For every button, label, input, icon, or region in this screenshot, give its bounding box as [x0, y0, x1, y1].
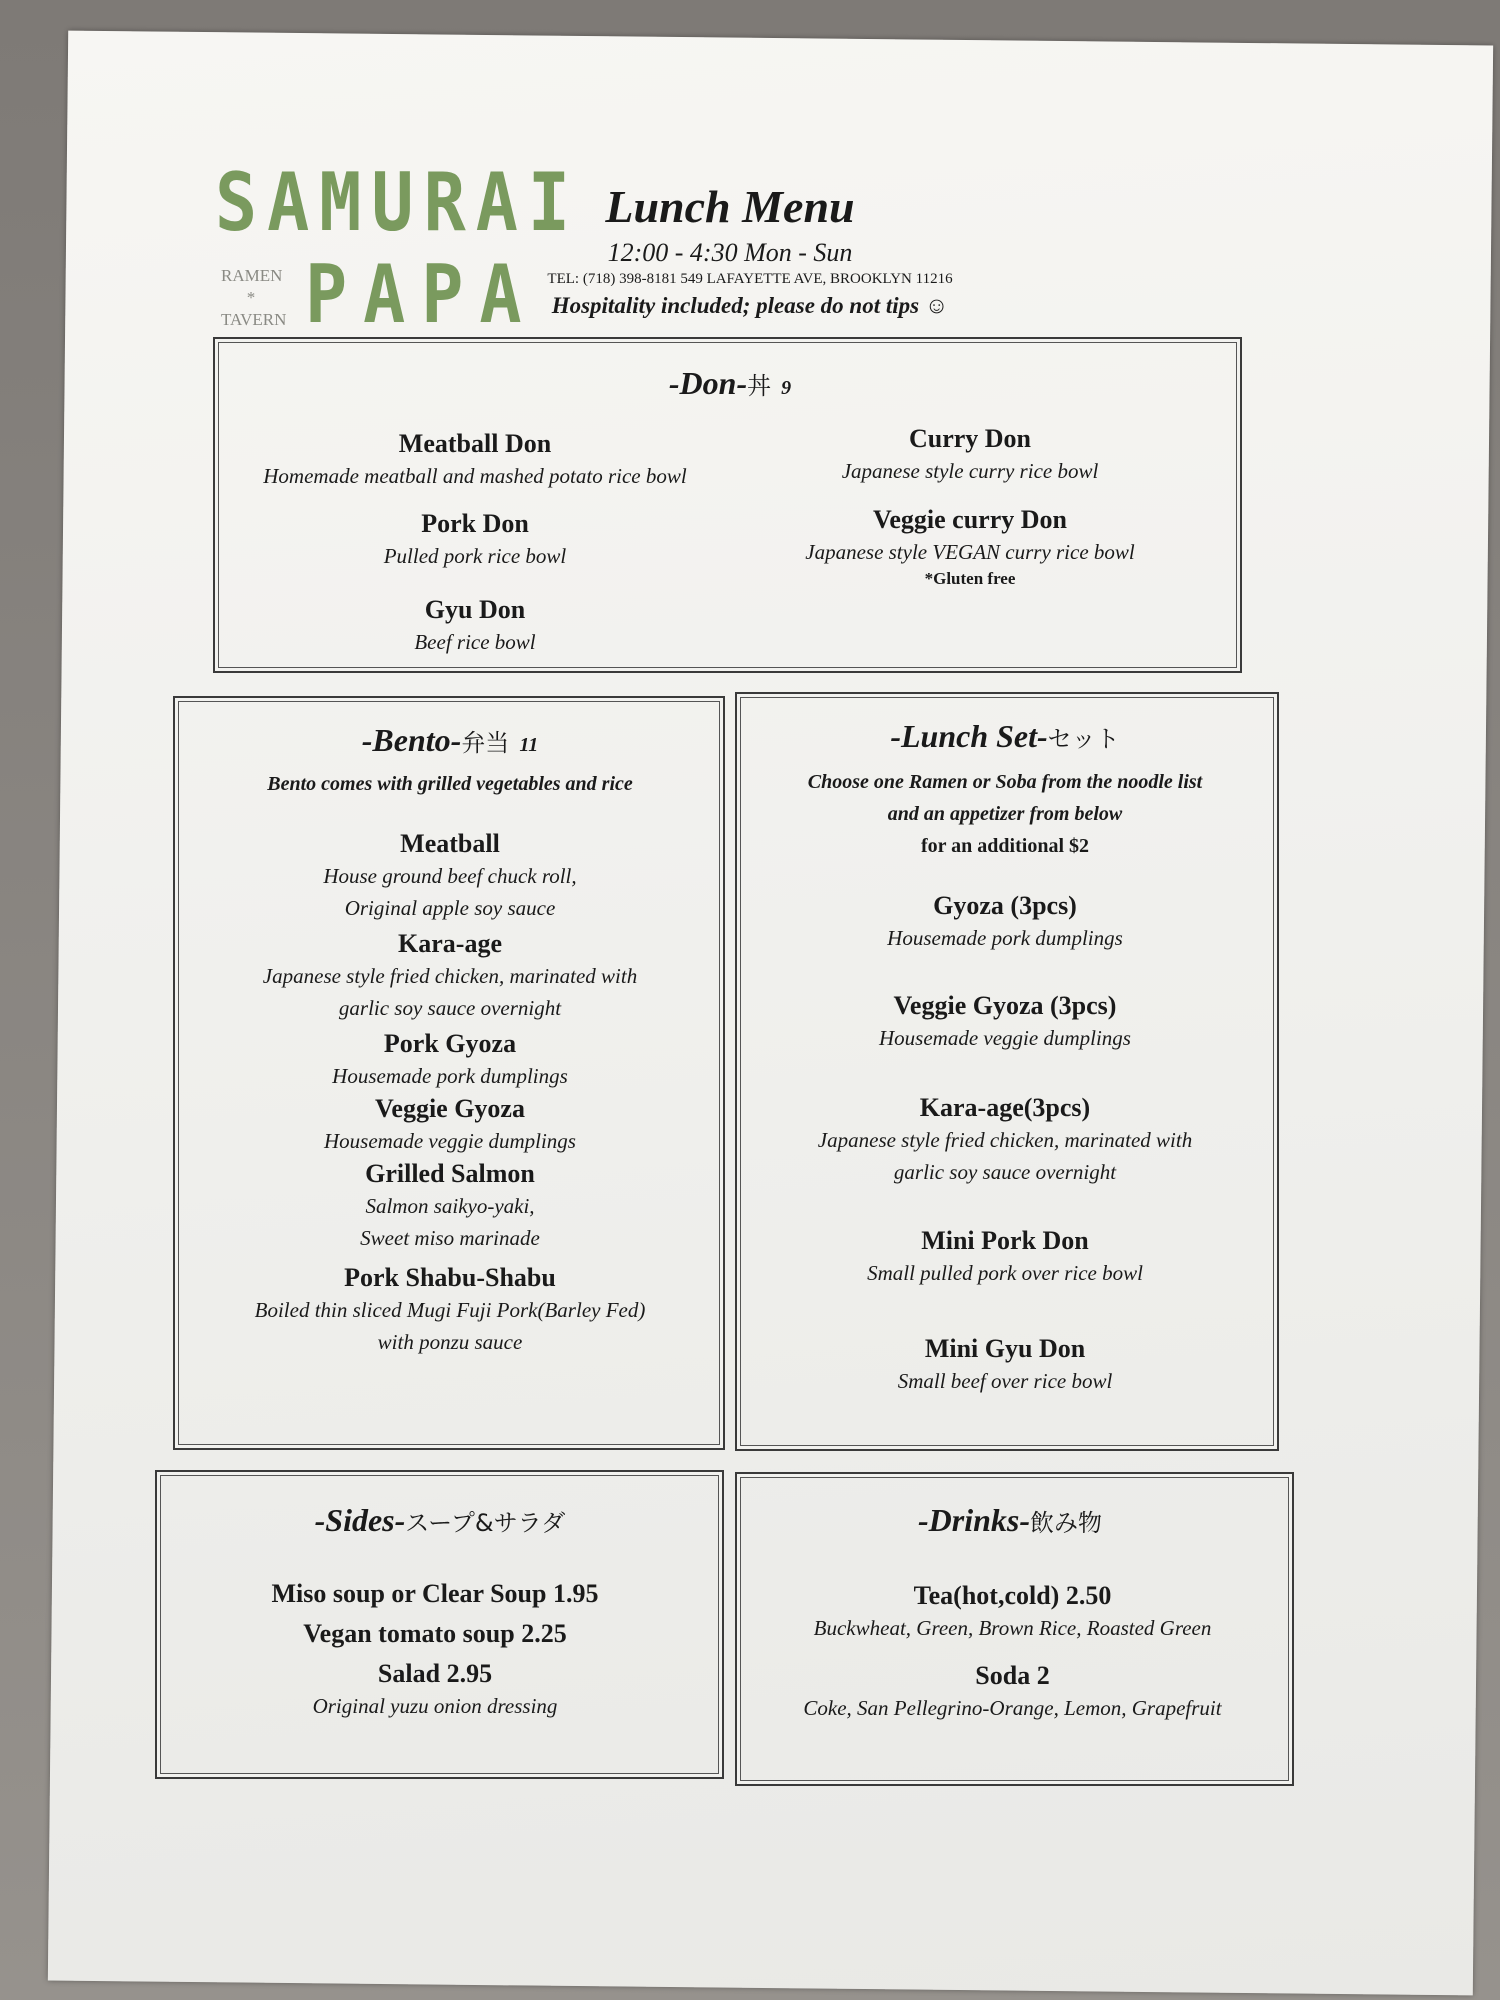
menu-item [760, 423, 1180, 487]
item-desc: Japanese style fried chicken, marinated with [817, 1128, 1193, 1152]
item-desc: Buckwheat, Green, Brown Rice, Roasted Green [813, 1616, 1212, 1640]
menu-item [175, 1658, 695, 1722]
lunch-set-note-line: and an appetizer from below [887, 803, 1123, 825]
item-desc: Japanese style VEGAN curry rice bowl [805, 540, 1135, 564]
lunch-set-note-line: Choose one Ramen or Soba from the noodle list [807, 771, 1203, 793]
item-name: Veggie curry Don [872, 505, 1067, 534]
don-title [560, 365, 900, 402]
item-desc: Small pulled pork over rice bowl [867, 1261, 1143, 1285]
menu-item [230, 508, 720, 572]
sides-title-jp: スープ&サラダ [405, 1509, 566, 1537]
drinks-title-jp: 飲み物 [1030, 1509, 1102, 1537]
item-name: Miso soup or Clear Soup 1.95 [271, 1579, 599, 1608]
lunch-set-title-text: -Lunch Set- [890, 718, 1048, 754]
item-name: Soda 2 [975, 1661, 1050, 1690]
menu-item [755, 1225, 1255, 1289]
logo-papa: PAPA [305, 247, 538, 342]
item-name: Gyoza (3pcs) [933, 891, 1077, 920]
item-name: Salad 2.95 [377, 1659, 493, 1688]
item-name: Meatball [400, 829, 500, 858]
menu-item [200, 1262, 700, 1358]
item-name: Pork Shabu-Shabu [344, 1263, 556, 1292]
item-desc: Housemade pork dumplings [332, 1064, 568, 1088]
bento-note: Bento comes with grilled vegetables and rice [267, 773, 633, 795]
item-desc: garlic soy sauce overnight [893, 1160, 1117, 1184]
don-price: 9 [781, 377, 792, 399]
item-name: Mini Gyu Don [924, 1334, 1086, 1363]
menu-item [200, 1028, 700, 1092]
item-desc: Japanese style fried chicken, marinated with [262, 964, 638, 988]
lunch-set-note-line: for an additional $2 [921, 835, 1089, 857]
drinks-title [760, 1502, 1260, 1539]
item-desc: Original yuzu onion dressing [312, 1694, 558, 1718]
item-name: Veggie Gyoza (3pcs) [893, 991, 1117, 1020]
item-name: Vegan tomato soup 2.25 [303, 1619, 567, 1648]
logo-sub-tavern: TAVERN [221, 310, 287, 329]
item-name: Mini Pork Don [921, 1226, 1089, 1255]
menu-item [200, 1158, 700, 1254]
logo-sub-ramen: RAMEN [221, 266, 283, 285]
item-desc: House ground beef chuck roll, [323, 864, 577, 888]
item-desc: Coke, San Pellegrino-Orange, Lemon, Grapefruit [803, 1696, 1222, 1720]
item-desc: Boiled thin sliced Mugi Fuji Pork(Barley Fed) [254, 1298, 646, 1322]
item-desc: Original apple soy sauce [344, 896, 556, 920]
item-name: Grilled Salmon [365, 1159, 535, 1188]
menu-item [230, 594, 720, 658]
item-desc: Salmon saikyo-yaki, [365, 1194, 535, 1218]
bento-price: 11 [519, 734, 539, 756]
logo-samurai: SAMURAI [215, 155, 581, 250]
hours: 12:00 - 4:30 Mon - Sun [607, 238, 853, 267]
lunch-set-note [755, 766, 1255, 862]
don-title-jp: 丼 [747, 372, 772, 400]
menu-item [755, 1333, 1255, 1397]
menu-item [755, 990, 1255, 1054]
item-desc: with ponzu sauce [377, 1330, 523, 1354]
menu-item [760, 504, 1180, 590]
menu-item [230, 428, 720, 492]
item-desc: Sweet miso marinade [360, 1226, 540, 1250]
bento-title-jp: 弁当 [461, 729, 510, 757]
menu-item [740, 1660, 1285, 1724]
lunch-set-title-jp: セット [1047, 725, 1120, 753]
item-desc: Housemade veggie dumplings [879, 1026, 1131, 1050]
item-desc: Small beef over rice bowl [897, 1369, 1113, 1393]
item-name: Pork Gyoza [383, 1029, 517, 1058]
tips-note: Hospitality included; please do not tips ☺ [551, 293, 949, 318]
drinks-title-text: -Drinks- [917, 1502, 1030, 1538]
item-name: Tea(hot,cold) 2.50 [913, 1581, 1112, 1610]
menu-item [200, 1093, 700, 1157]
item-name: Curry Don [908, 424, 1032, 453]
item-desc: Homemade meatball and mashed potato rice bowl [263, 464, 687, 488]
sides-title-text: -Sides- [314, 1502, 406, 1538]
item-desc: Beef rice bowl [414, 630, 536, 654]
bento-title [210, 722, 690, 759]
item-name: Gyu Don [424, 595, 526, 624]
menu-item [740, 1580, 1285, 1644]
item-desc: Housemade pork dumplings [887, 926, 1123, 950]
logo-subtitle [221, 265, 287, 331]
contact-info: TEL: (718) 398-8181 549 LAFAYETTE AVE, BROOKLYN 11216 [547, 271, 953, 287]
lunch-set-title [770, 718, 1240, 755]
menu-item [755, 890, 1255, 954]
item-note: *Gluten free [924, 569, 1016, 588]
bento-title-text: -Bento- [361, 722, 462, 758]
menu-item [200, 828, 700, 924]
don-title-text: -Don- [668, 365, 748, 401]
sides-title [190, 1502, 690, 1539]
item-desc: Pulled pork rice bowl [383, 544, 567, 568]
item-desc: garlic soy sauce overnight [338, 996, 562, 1020]
item-name: Meatball Don [398, 429, 552, 458]
item-desc: Housemade veggie dumplings [324, 1129, 576, 1153]
item-name: Pork Don [421, 509, 529, 538]
menu-item [200, 928, 700, 1024]
item-name: Kara-age(3pcs) [919, 1093, 1091, 1122]
item-name: Kara-age [398, 929, 502, 958]
logo-sub-star: * [246, 288, 256, 307]
menu-item [175, 1618, 695, 1650]
page-title: Lunch Menu [605, 181, 855, 232]
item-name: Veggie Gyoza [375, 1094, 525, 1123]
samurai-papa-logo [215, 155, 581, 345]
menu-item [755, 1092, 1255, 1188]
menu-item [175, 1578, 695, 1610]
item-desc: Japanese style curry rice bowl [841, 459, 1099, 483]
